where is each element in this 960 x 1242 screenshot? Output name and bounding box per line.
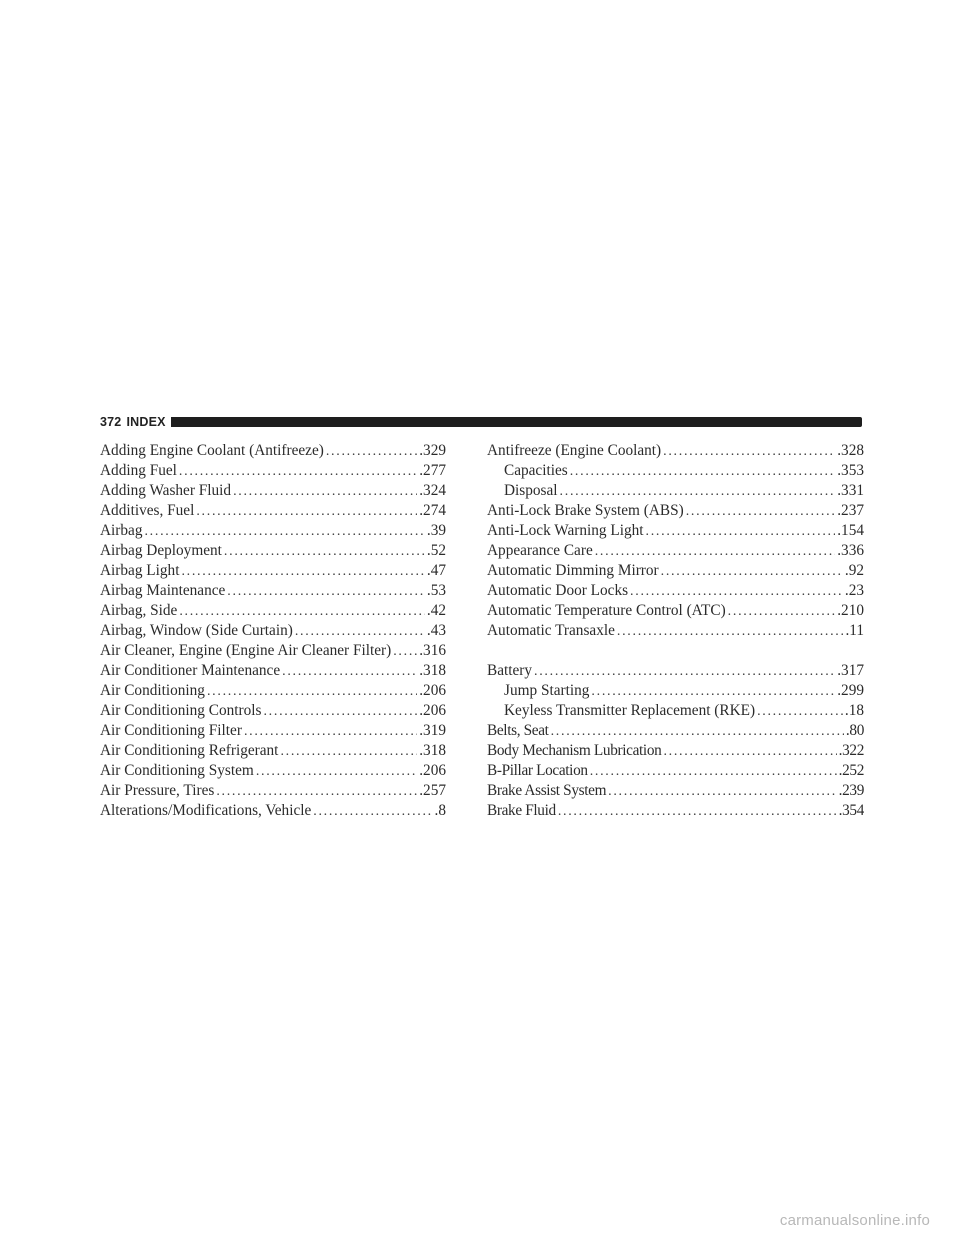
index-subentry[interactable] bbox=[487, 462, 864, 482]
leader-dots bbox=[227, 584, 425, 600]
leader-dots bbox=[534, 664, 835, 680]
index-entry[interactable] bbox=[100, 742, 446, 762]
leader-dots bbox=[608, 784, 836, 800]
index-entry-page: .257 bbox=[419, 782, 446, 799]
leader-dots bbox=[179, 604, 425, 620]
index-entry[interactable] bbox=[100, 782, 446, 802]
index-entry[interactable] bbox=[100, 802, 446, 822]
index-entry-page: .239 bbox=[838, 782, 864, 799]
index-entry[interactable] bbox=[100, 602, 446, 622]
index-entry-label: Disposal bbox=[504, 482, 558, 499]
index-entry[interactable] bbox=[100, 682, 446, 702]
index-entry-label: Airbag Deployment bbox=[100, 542, 222, 559]
index-entry-page: .23 bbox=[844, 582, 864, 599]
index-entry[interactable] bbox=[100, 582, 446, 602]
leader-dots bbox=[179, 464, 417, 480]
leader-dots bbox=[233, 484, 417, 500]
leader-dots bbox=[224, 544, 425, 560]
leader-dots bbox=[617, 624, 844, 640]
index-entry-page: .277 bbox=[419, 462, 446, 479]
index-entry[interactable] bbox=[487, 722, 864, 742]
index-entry[interactable] bbox=[487, 782, 864, 802]
index-entry-page: .42 bbox=[426, 602, 446, 619]
index-entry-label: Antifreeze (Engine Coolant) bbox=[487, 442, 662, 459]
leader-dots bbox=[558, 804, 837, 820]
index-subentry[interactable] bbox=[487, 702, 864, 722]
index-entry[interactable] bbox=[100, 522, 446, 542]
leader-dots bbox=[181, 564, 424, 580]
index-entry-page: .53 bbox=[426, 582, 446, 599]
index-entry[interactable] bbox=[487, 562, 864, 582]
index-column-right bbox=[487, 442, 864, 822]
index-entry-page: .318 bbox=[419, 742, 446, 759]
leader-dots bbox=[590, 764, 837, 780]
leader-dots bbox=[686, 504, 836, 520]
index-entry-label: Brake Fluid bbox=[487, 802, 556, 819]
index-entry-label: Anti-Lock Warning Light bbox=[487, 522, 644, 539]
index-entry-page: .206 bbox=[419, 702, 446, 719]
index-entry[interactable] bbox=[100, 762, 446, 782]
index-entry-label: Automatic Temperature Control (ATC) bbox=[487, 602, 726, 619]
leader-dots bbox=[263, 704, 417, 720]
index-entry[interactable] bbox=[487, 802, 864, 822]
leader-dots bbox=[256, 764, 417, 780]
leader-dots bbox=[630, 584, 843, 600]
index-entry-label: Adding Engine Coolant (Antifreeze) bbox=[100, 442, 324, 459]
index-entry-label: Airbag Maintenance bbox=[100, 582, 226, 599]
index-entry[interactable] bbox=[487, 542, 864, 562]
index-entry-label: Jump Starting bbox=[504, 682, 590, 699]
index-entry[interactable] bbox=[100, 482, 446, 502]
index-entry-page: .274 bbox=[419, 502, 446, 519]
index-entry-page: .316 bbox=[419, 642, 446, 659]
index-entry-label: Belts, Seat bbox=[487, 722, 549, 739]
index-entry-page: .210 bbox=[837, 602, 864, 619]
index-entry-page: .354 bbox=[838, 802, 864, 819]
index-entry-label: Air Conditioning Filter bbox=[100, 722, 242, 739]
index-entry-label: Anti-Lock Brake System (ABS) bbox=[487, 502, 684, 519]
index-entry-page: .92 bbox=[844, 562, 864, 579]
page-number: 372 bbox=[100, 415, 122, 429]
index-entry-label: Air Conditioner Maintenance bbox=[100, 662, 281, 679]
index-entry-page: .47 bbox=[426, 562, 446, 579]
index-entry-label: Air Conditioning bbox=[100, 682, 205, 699]
leader-dots bbox=[393, 644, 417, 660]
watermark: carmanualsonline.info bbox=[779, 1212, 930, 1229]
page-title: INDEX bbox=[126, 415, 166, 429]
index-entry-page: .52 bbox=[426, 542, 446, 559]
leader-dots bbox=[280, 744, 417, 760]
index-entry-page: .329 bbox=[419, 442, 446, 459]
index-entry[interactable] bbox=[100, 722, 446, 742]
index-entry-page: .299 bbox=[837, 682, 864, 699]
leader-dots bbox=[207, 684, 417, 700]
index-entry[interactable] bbox=[100, 562, 446, 582]
index-entry[interactable] bbox=[100, 702, 446, 722]
index-entry-page: .154 bbox=[837, 522, 864, 539]
index-entry-page: .18 bbox=[844, 702, 864, 719]
index-entry-label: Alterations/Modifications, Vehicle bbox=[100, 802, 312, 819]
index-entry-label: B-Pillar Location bbox=[487, 762, 588, 779]
index-entry-label: Automatic Door Locks bbox=[487, 582, 629, 599]
leader-dots bbox=[663, 444, 835, 460]
index-entry[interactable] bbox=[100, 622, 446, 642]
index-entry-page: .237 bbox=[837, 502, 864, 519]
index-entry-label: Keyless Transmitter Replacement (RKE) bbox=[504, 702, 756, 719]
header-rule bbox=[171, 417, 862, 427]
index-entry-label: Automatic Dimming Mirror bbox=[487, 562, 659, 579]
index-entry[interactable] bbox=[487, 762, 864, 782]
index-subentry[interactable] bbox=[487, 482, 864, 502]
index-entry[interactable] bbox=[100, 462, 446, 482]
index-entry[interactable] bbox=[100, 502, 446, 522]
index-entry[interactable] bbox=[100, 642, 446, 662]
index-entry[interactable] bbox=[487, 582, 864, 602]
index-entry-page: .324 bbox=[419, 482, 446, 499]
leader-dots bbox=[244, 724, 417, 740]
index-entry-label: Battery bbox=[487, 662, 533, 679]
index-entry-page: .353 bbox=[837, 462, 864, 479]
index-entry-page: .336 bbox=[837, 542, 864, 559]
leader-dots bbox=[326, 444, 417, 460]
index-entry[interactable] bbox=[487, 622, 864, 642]
leader-dots bbox=[757, 704, 843, 720]
index-entry[interactable] bbox=[100, 662, 446, 682]
index-entry-page: .328 bbox=[837, 442, 864, 459]
index-entry-label: Additives, Fuel bbox=[100, 502, 195, 519]
index-entry-label: Capacities bbox=[504, 462, 568, 479]
index-column-left bbox=[100, 442, 446, 822]
index-entry-page: .39 bbox=[426, 522, 446, 539]
index-entry-page: .318 bbox=[419, 662, 446, 679]
page-header bbox=[100, 414, 862, 430]
leader-dots bbox=[216, 784, 417, 800]
index-entry-page: .331 bbox=[837, 482, 864, 499]
leader-dots bbox=[595, 544, 835, 560]
index-entry-page: .317 bbox=[837, 662, 864, 679]
index-entry-label: Automatic Transaxle bbox=[487, 622, 615, 639]
index-entry[interactable] bbox=[100, 442, 446, 462]
index-entry[interactable] bbox=[487, 502, 864, 522]
index-entry-label: Airbag, Side bbox=[100, 602, 178, 619]
leader-dots bbox=[282, 664, 417, 680]
index-entry-page: .206 bbox=[419, 682, 446, 699]
index-entry-page: .80 bbox=[845, 722, 864, 739]
index-entry-label: Airbag, Window (Side Curtain) bbox=[100, 622, 293, 639]
index-entry-page: .206 bbox=[419, 762, 446, 779]
leader-dots bbox=[646, 524, 836, 540]
index-entry-page: .319 bbox=[419, 722, 446, 739]
index-entry[interactable] bbox=[487, 442, 864, 462]
leader-dots bbox=[196, 504, 417, 520]
index-entry-page: .11 bbox=[845, 622, 864, 639]
index-entry-label: Air Pressure, Tires bbox=[100, 782, 215, 799]
leader-dots bbox=[551, 724, 844, 740]
index-entry-label: Brake Assist System bbox=[487, 782, 607, 799]
leader-dots bbox=[295, 624, 425, 640]
index-entry-label: Adding Washer Fluid bbox=[100, 482, 232, 499]
index-entry-label: Appearance Care bbox=[487, 542, 593, 559]
index-entry-page: .252 bbox=[838, 762, 864, 779]
leader-dots bbox=[144, 524, 424, 540]
leader-dots bbox=[728, 604, 836, 620]
index-entry[interactable] bbox=[487, 662, 864, 682]
index-entry-label: Adding Fuel bbox=[100, 462, 177, 479]
index-entry-label: Airbag Light bbox=[100, 562, 180, 579]
index-entry-label: Air Conditioning System bbox=[100, 762, 254, 779]
leader-dots bbox=[313, 804, 432, 820]
index-entry-label: Air Conditioning Refrigerant bbox=[100, 742, 279, 759]
index-entry-page: .43 bbox=[426, 622, 446, 639]
leader-dots bbox=[591, 684, 835, 700]
index-entry-page: .322 bbox=[838, 742, 864, 759]
index-entry[interactable] bbox=[487, 742, 864, 762]
leader-dots bbox=[570, 464, 836, 480]
leader-dots bbox=[560, 484, 836, 500]
index-entry[interactable] bbox=[487, 522, 864, 542]
index-subentry[interactable] bbox=[487, 682, 864, 702]
index-entry-label: Air Conditioning Controls bbox=[100, 702, 262, 719]
index-entry-label: Body Mechanism Lubrication bbox=[487, 742, 662, 759]
leader-dots bbox=[663, 744, 836, 760]
index-entry-label: Airbag bbox=[100, 522, 143, 539]
index-entry[interactable] bbox=[487, 602, 864, 622]
leader-dots bbox=[661, 564, 843, 580]
index-entry[interactable] bbox=[100, 542, 446, 562]
index-entry-page: .8 bbox=[434, 802, 446, 819]
index-entry-label: Air Cleaner, Engine (Engine Air Cleaner Filter) bbox=[100, 642, 392, 659]
